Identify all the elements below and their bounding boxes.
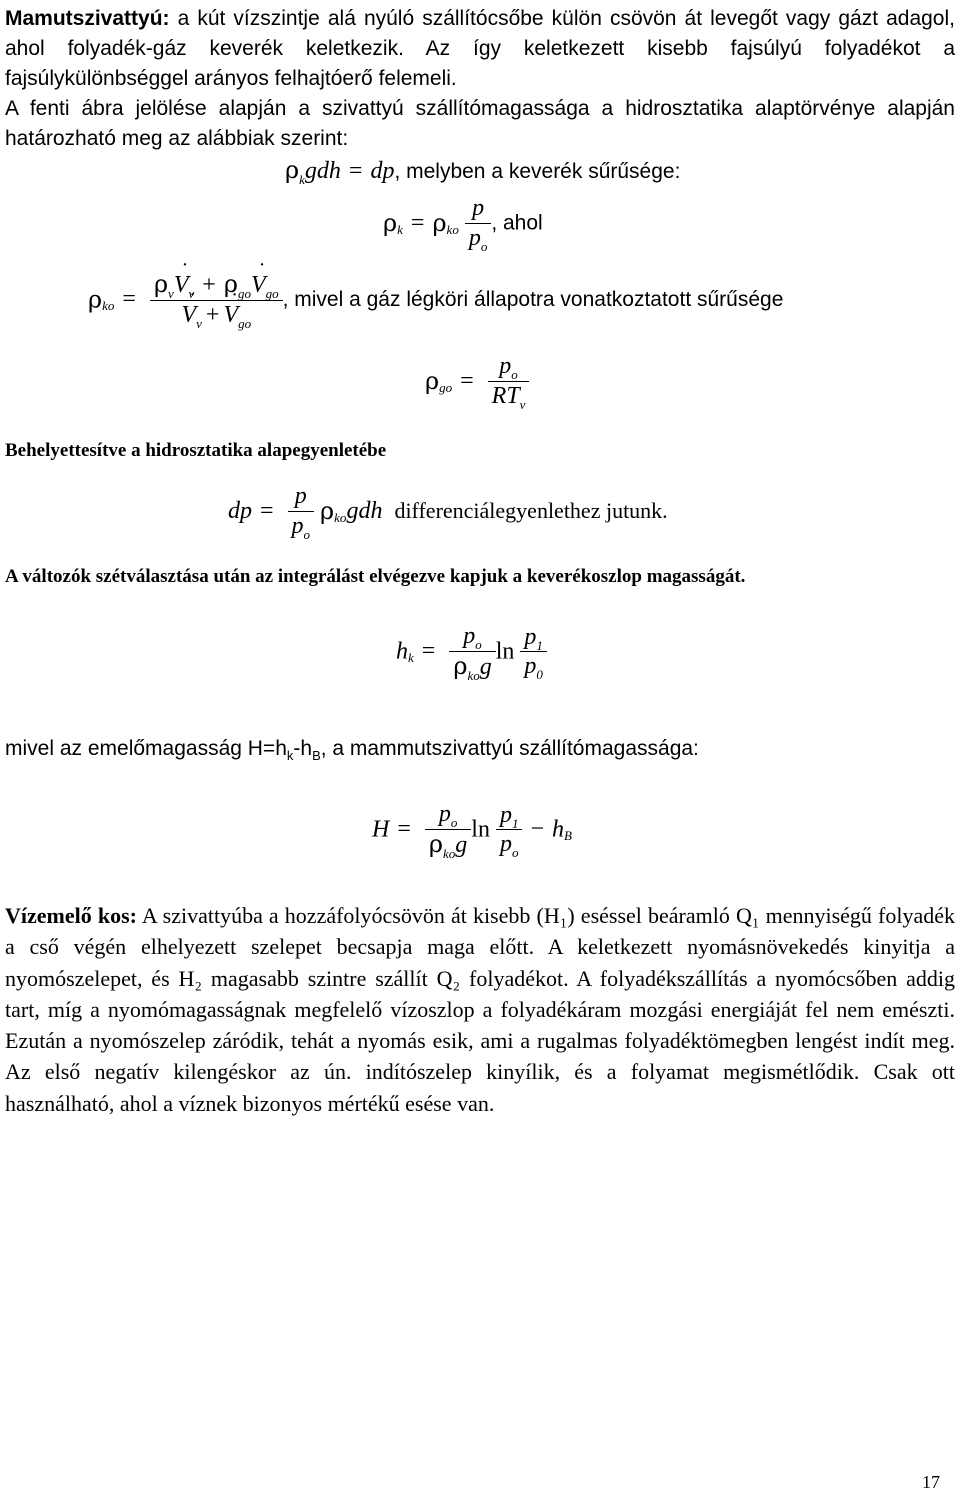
equation-hydrostatic-text: , melyben a keverék sűrűsége: xyxy=(394,160,681,183)
intro-term: Mamutszivattyú: xyxy=(5,7,170,30)
equation-mixture-density: $\rho_k = \rho_{ko}$ $\frac{p}{p_o}$ , ahol xyxy=(383,195,543,254)
equation-mixture-density-text: , ahol xyxy=(491,211,543,235)
equation-hydrostatic: $\rho_kgdh$ = dp, melyben a keverék sűrűsége: xyxy=(285,156,681,187)
separation-label: A változók szétválasztása után az integrálást elvégezve kapjuk a keverékoszlop magasságát. xyxy=(5,566,746,587)
equation-column-height: $h_k$ = $\frac{p_o}{\rho_{ko}g}$ ln $\frac{p_1}{p_0}$ xyxy=(396,622,547,682)
hydraulic-ram-text: A szivattyúba a hozzáfolyócsövön át kisebb (H₁) eséssel beáramló Q₁ mennyiségű folyadék a cső végén elhelyezett szelepet becsapja maga előtt. A keletkezett nyomásnövekedés kinyitja a nyomószelepet, és H₂ magasabb szintre szállít Q₂ folyadékot. A folyadékszállítás a nyomócsőben addig tart, míg a nyomómagasságnak megfelelő vízoszlop a folyadékáram mozgási energiáját fel nem emészti. Ezután a nyomószelep záródik, tehát a nyomás esik, ami a rugalmas folyadéktömegben lengést indít meg. Az első negatív kilengéskor az ún. indítószelep kinyílik, és a folyamat megismétlődik. Csak ott használható, ahol a víznek bizonyos mértékű esése van. xyxy=(5,903,956,1116)
hydraulic-ram-term: Vízemelő kos: xyxy=(5,903,137,928)
substitution-label: Behelyettesítve a hidrosztatika alapegyenletébe xyxy=(5,440,387,461)
equation-reference-density-text: , mivel a gáz légköri állapotra vonatkoztatott sűrűsége xyxy=(282,288,784,312)
lift-height-sentence: mivel az emelőmagasság $H=h_k-h_B$, a mammutszivattyú szállítómagassága: xyxy=(5,737,699,763)
equation-delivery-head: H = $\frac{p_o}{\rho_{ko}g}$ ln $\frac{p_1}{p_o}$ − $h_B$ xyxy=(372,801,572,861)
equation-differential-text: differenciálegyenlethez jutunk. xyxy=(394,498,668,524)
equation-gas-density: $\rho_{go}$ = $\frac{p_o}{RT_v}$ xyxy=(425,352,529,411)
intro-text: a kút vízszintje alá nyúló szállítócsőbe külön csövön át levegőt vagy gázt adagol, ahol folyadék-gáz keverék keletkezik. Az így keletkezett kisebb fajsúlyú folyadékot a fajsúlykülönbséggel arányos felhajtóerő felemeli. xyxy=(5,7,955,90)
hydraulic-ram-paragraph xyxy=(5,900,955,1119)
equation-differential: dp = $\frac{p}{p_o}$ $\rho_{ko}gdh$ differenciálegyenlethez jutunk. xyxy=(228,483,668,542)
intro-paragraph xyxy=(5,4,955,154)
equation-reference-density: $\rho_{ko}$ = $\rho_v˙$ $V_v$ + $\rho_{go}˙$ $V_{go}$ ˙ $V_v$ +˙ $V_{go}$ , mivel a gáz légköri állapotra vonatkoztatott sűrűsége xyxy=(88,270,783,330)
page-number: 17 xyxy=(922,1472,940,1493)
intro-text-2: A fenti ábra jelölése alapján a szivattyú szállítómagassága a hidrosztatika alaptörvénye alapján határozható meg az alábbiak szerint: xyxy=(5,97,955,150)
